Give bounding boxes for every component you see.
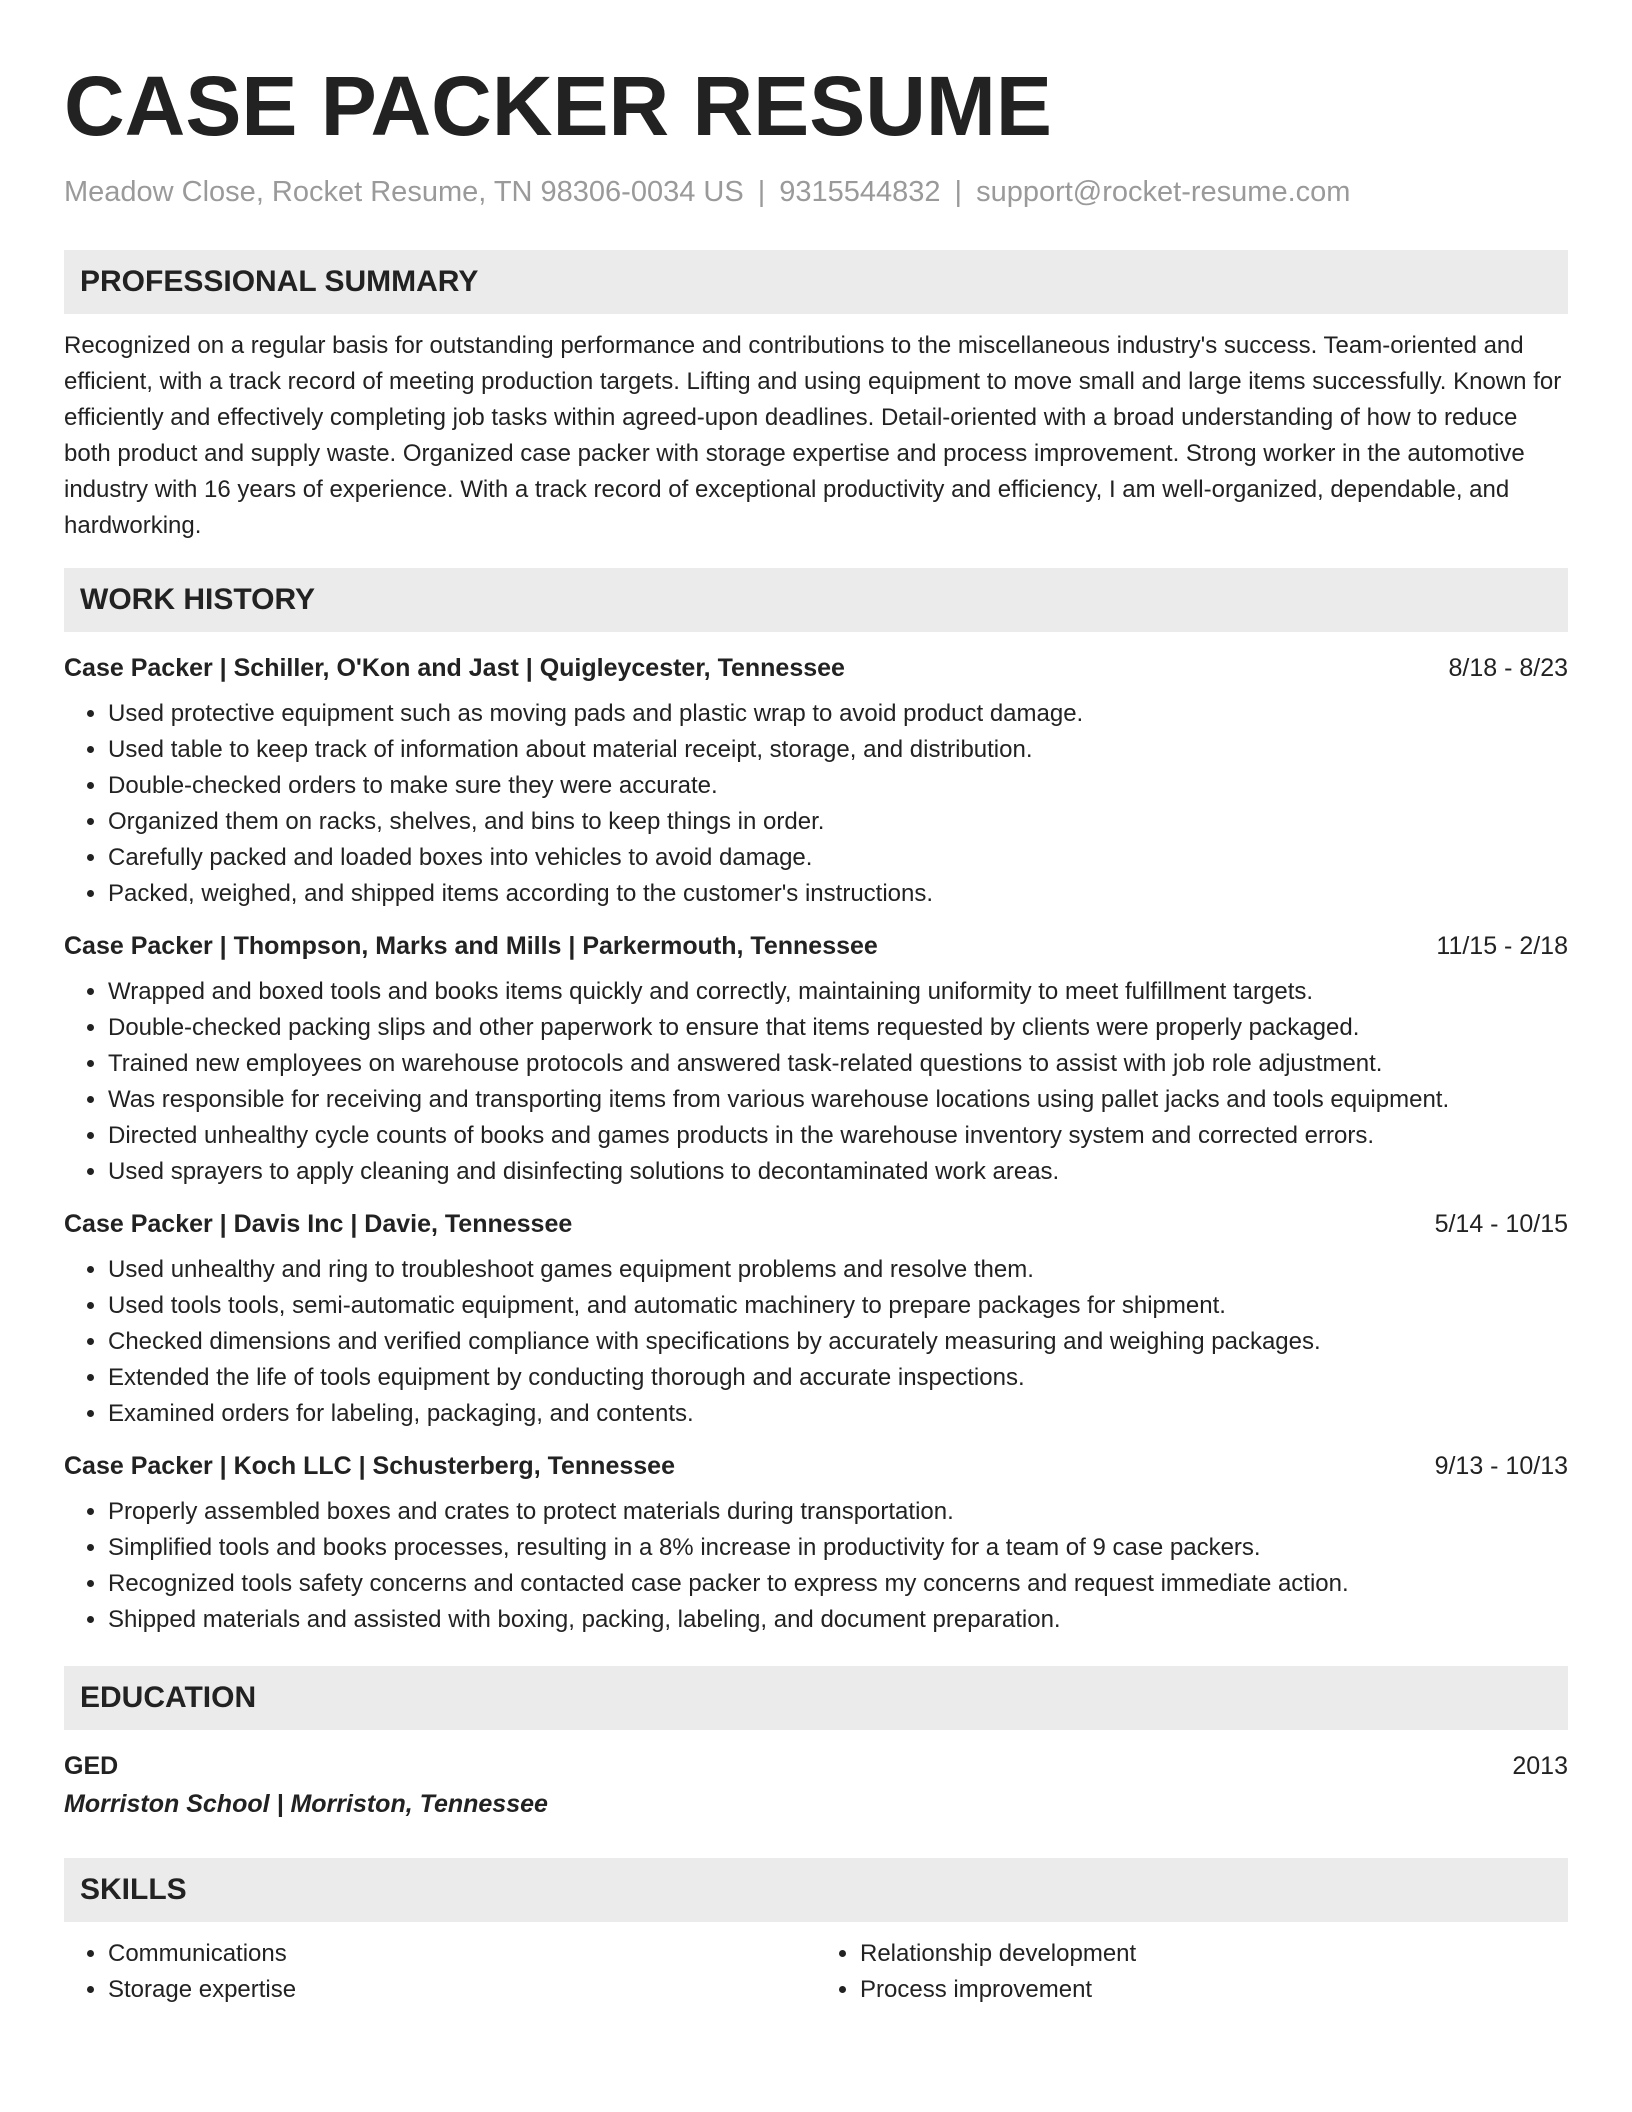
job-dates: 11/15 - 2/18 xyxy=(1436,932,1568,960)
contact-line xyxy=(64,172,1568,212)
list-item: • Used protective equipment such as moving pads and plastic wrap to avoid product damage. xyxy=(108,696,1568,732)
section-header-education: EDUCATION xyxy=(64,1666,1568,1730)
education-school: Morriston School | Morriston, Tennessee xyxy=(64,1790,548,1818)
list-item: • Relationship development xyxy=(860,1936,1568,1972)
list-item: • Double-checked packing slips and other paperwork to ensure that items requested by clients were properly packaged. xyxy=(108,1010,1568,1046)
job-title: Case Packer | Davis Inc | Davie, Tennessee xyxy=(64,1210,573,1238)
list-item: • Used tools tools, semi-automatic equipment, and automatic machinery to prepare packages for shipment. xyxy=(108,1288,1568,1324)
list-item: • Examined orders for labeling, packaging, and contents. xyxy=(108,1396,1568,1432)
job-dates: 5/14 - 10/15 xyxy=(1434,1210,1568,1238)
skills-column-left xyxy=(64,1936,816,2008)
list-item: • Used sprayers to apply cleaning and disinfecting solutions to decontaminated work areas. xyxy=(108,1154,1568,1190)
separator: | xyxy=(757,176,766,208)
list-item: • Simplified tools and books processes, resulting in a 8% increase in productivity for a team of 9 case packers. xyxy=(108,1530,1568,1566)
job-entry xyxy=(64,1206,1568,1432)
section-header-work-history: WORK HISTORY xyxy=(64,568,1568,632)
education-entry xyxy=(64,1748,1568,1784)
education-degree: GED xyxy=(64,1752,119,1780)
job-bullets xyxy=(64,974,1568,1190)
list-item: • Used table to keep track of information about material receipt, storage, and distribution. xyxy=(108,732,1568,768)
resume-title: CASE PACKER RESUME xyxy=(64,59,1052,153)
list-item: • Directed unhealthy cycle counts of books and games products in the warehouse inventory system and corrected errors. xyxy=(108,1118,1568,1154)
list-item: • Recognized tools safety concerns and contacted case packer to express my concerns and request immediate action. xyxy=(108,1566,1568,1602)
list-item: • Wrapped and boxed tools and books items quickly and correctly, maintaining uniformity to meet fulfillment targets. xyxy=(108,974,1568,1010)
list-item: • Trained new employees on warehouse protocols and answered task-related questions to assist with job role adjustment. xyxy=(108,1046,1568,1082)
list-item: • Double-checked orders to make sure they were accurate. xyxy=(108,768,1568,804)
list-item: • Packed, weighed, and shipped items according to the customer's instructions. xyxy=(108,876,1568,912)
list-item: • Process improvement xyxy=(860,1972,1568,2008)
email: support@rocket-resume.com xyxy=(976,176,1351,208)
list-item: • Shipped materials and assisted with boxing, packing, labeling, and document preparation. xyxy=(108,1602,1568,1638)
phone: 9315544832 xyxy=(779,176,941,208)
job-bullets xyxy=(64,1494,1568,1638)
list-item: • Was responsible for receiving and transporting items from various warehouse locations using pallet jacks and tools equipment. xyxy=(108,1082,1568,1118)
job-title: Case Packer | Koch LLC | Schusterberg, Tennessee xyxy=(64,1452,675,1480)
job-entry xyxy=(64,928,1568,1190)
separator: | xyxy=(954,176,963,208)
job-entry xyxy=(64,1448,1568,1638)
list-item: • Checked dimensions and verified compliance with specifications by accurately measuring and weighing packages. xyxy=(108,1324,1568,1360)
summary-text: Recognized on a regular basis for outstanding performance and contributions to the miscellaneous industry's success. Team-oriented and efficient, with a track record of meeting production targets. Lifting and using equipment to move small and large items successfully. Known for efficiently and effectively completing job tasks within agreed-upon deadlines. Detail-oriented with a broad understanding of how to reduce both product and supply waste. Organized case packer with storage expertise and process improvement. Strong worker in the automotive industry with 16 years of experience. With a track record of exceptional productivity and efficiency, I am well-organized, dependable, and hardworking. xyxy=(64,332,1562,539)
job-bullets xyxy=(64,696,1568,912)
education-year: 2013 xyxy=(1512,1752,1568,1780)
list-item: • Carefully packed and loaded boxes into vehicles to avoid damage. xyxy=(108,840,1568,876)
list-item: • Communications xyxy=(108,1936,816,1972)
job-dates: 8/18 - 8/23 xyxy=(1448,654,1568,682)
list-item: • Properly assembled boxes and crates to protect materials during transportation. xyxy=(108,1494,1568,1530)
job-entry xyxy=(64,650,1568,912)
skills-list xyxy=(64,1936,1568,2008)
list-item: • Organized them on racks, shelves, and bins to keep things in order. xyxy=(108,804,1568,840)
list-item: • Storage expertise xyxy=(108,1972,816,2008)
job-title: Case Packer | Schiller, O'Kon and Jast | Quigleycester, Tennessee xyxy=(64,654,845,682)
list-item: • Used unhealthy and ring to troubleshoot games equipment problems and resolve them. xyxy=(108,1252,1568,1288)
skills-column-right xyxy=(816,1936,1568,2008)
section-header-summary: PROFESSIONAL SUMMARY xyxy=(64,250,1568,314)
job-dates: 9/13 - 10/13 xyxy=(1434,1452,1568,1480)
section-header-skills: SKILLS xyxy=(64,1858,1568,1922)
job-title: Case Packer | Thompson, Marks and Mills | Parkermouth, Tennessee xyxy=(64,932,878,960)
address: Meadow Close, Rocket Resume, TN 98306-0034 US xyxy=(64,176,744,208)
job-bullets xyxy=(64,1252,1568,1432)
list-item: • Extended the life of tools equipment by conducting thorough and accurate inspections. xyxy=(108,1360,1568,1396)
